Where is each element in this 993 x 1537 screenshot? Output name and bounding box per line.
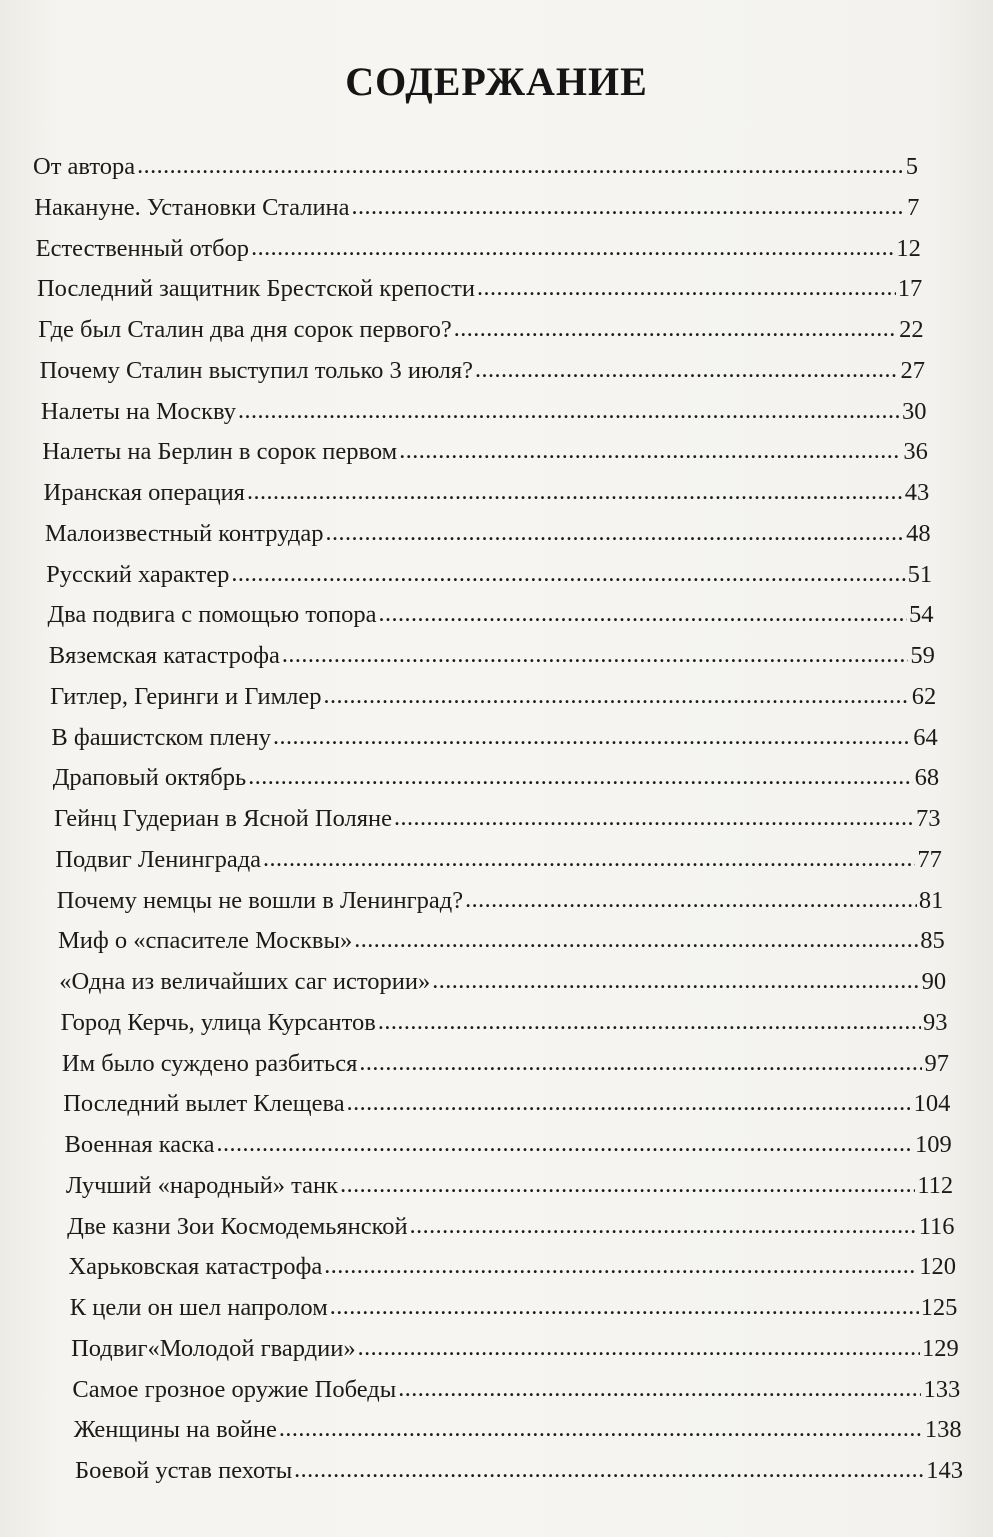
toc-entry xyxy=(75,1452,963,1486)
dot-leader xyxy=(394,804,914,834)
toc-entry-page-number: 73 xyxy=(916,805,941,832)
toc-entry xyxy=(58,922,945,956)
toc-entry xyxy=(34,189,919,223)
toc-entry xyxy=(37,270,922,304)
toc-entry-page-number: 30 xyxy=(901,397,927,425)
toc-entry-page-number: 81 xyxy=(918,886,944,914)
toc-entry-title: Налеты на Москву xyxy=(40,397,236,425)
toc-entry xyxy=(50,678,936,712)
toc-entry-page-number: 109 xyxy=(915,1131,952,1158)
dot-leader xyxy=(248,763,912,793)
toc-entry-title: Боевой устав пехоты xyxy=(75,1457,293,1484)
toc-entry-title: Последний защитник Брестской крепости xyxy=(36,275,475,303)
toc-entry-page-number: 143 xyxy=(926,1457,963,1484)
toc-entry xyxy=(38,311,923,345)
dot-leader xyxy=(354,926,918,956)
toc-entry-title: «Одна из величайших саг истории» xyxy=(59,968,431,995)
toc-entry-title: Гитлер, Геринги и Гимлер xyxy=(50,682,322,710)
toc-entry xyxy=(42,433,928,467)
toc-entry-page-number: 54 xyxy=(908,601,934,629)
toc-entry-page-number: 104 xyxy=(913,1090,951,1118)
toc-entry xyxy=(33,148,918,182)
toc-entry-title: Накануне. Установки Сталина xyxy=(34,193,350,221)
toc-entry-title: Последний вылет Клещева xyxy=(63,1090,345,1118)
dot-leader xyxy=(282,641,909,671)
toc-entry-title: В фашистском плену xyxy=(51,723,271,751)
toc-entry-title: Лучший «народный» танк xyxy=(65,1171,339,1199)
toc-entry-page-number: 7 xyxy=(907,193,920,221)
toc-entry xyxy=(36,230,921,264)
toc-entry xyxy=(54,800,941,834)
dot-leader xyxy=(477,274,896,304)
toc-entry-title: Харьковская катастрофа xyxy=(68,1253,323,1281)
toc-entry xyxy=(72,1371,960,1405)
toc-entry-page-number: 68 xyxy=(914,764,940,792)
toc-entry-page-number: 120 xyxy=(919,1253,956,1281)
page-title: СОДЕРЖАНИЕ xyxy=(345,59,648,104)
toc-entry-page-number: 112 xyxy=(917,1171,954,1199)
toc-entry-title: Иранская операция xyxy=(43,479,245,506)
dot-leader xyxy=(294,1456,924,1486)
toc-entry-title: Им было суждено разбиться xyxy=(61,1049,358,1077)
dot-leader xyxy=(231,560,905,590)
toc-entry-page-number: 22 xyxy=(899,316,924,343)
toc-entry-page-number: 36 xyxy=(903,438,928,466)
toc-entry-title: От автора xyxy=(33,153,136,180)
toc-entry-title: К цели он шел напролом xyxy=(69,1294,328,1321)
toc-entry-title: Русский характер xyxy=(46,560,230,588)
toc-entry-page-number: 17 xyxy=(897,275,923,303)
toc-entry-page-number: 125 xyxy=(920,1294,958,1321)
toc-entry xyxy=(47,596,933,630)
toc-entry-page-number: 62 xyxy=(911,682,937,710)
toc-entry-title: Драповый октябрь xyxy=(52,764,247,792)
toc-entry-title: Два подвига с помощью топора xyxy=(47,601,377,629)
toc-entry xyxy=(40,352,925,386)
dot-leader xyxy=(358,1334,920,1364)
toc-entry-title: Женщины на войне xyxy=(73,1416,277,1444)
dot-leader xyxy=(247,478,903,508)
dot-leader xyxy=(410,1212,917,1242)
dot-leader xyxy=(432,967,919,997)
toc-entry-page-number: 129 xyxy=(922,1334,959,1362)
toc-entry-page-number: 43 xyxy=(904,479,930,506)
toc-entry-title: Налеты на Берлин в сорок первом xyxy=(42,438,398,466)
dot-leader xyxy=(347,1089,912,1119)
dot-leader xyxy=(398,1375,921,1405)
toc-entry xyxy=(67,1208,954,1242)
toc-entry-page-number: 27 xyxy=(900,356,926,384)
dot-leader xyxy=(326,519,905,549)
toc-entry xyxy=(57,882,944,916)
toc-entry xyxy=(49,637,935,671)
toc-entry xyxy=(55,841,942,875)
dot-leader xyxy=(340,1171,915,1201)
toc-entry-page-number: 133 xyxy=(923,1375,961,1403)
toc-entry xyxy=(74,1411,962,1445)
dot-leader xyxy=(279,1415,923,1445)
toc-entry xyxy=(51,719,937,753)
toc-entry-title: Вяземская катастрофа xyxy=(48,642,280,669)
toc-entry xyxy=(61,1004,948,1038)
toc-entry xyxy=(71,1330,959,1364)
toc-entry-page-number: 138 xyxy=(924,1416,962,1444)
toc-entry-page-number: 5 xyxy=(905,153,918,180)
dot-leader xyxy=(359,1049,922,1079)
toc-entry xyxy=(70,1289,958,1323)
toc-entry-page-number: 77 xyxy=(917,845,942,873)
dot-leader xyxy=(378,1008,921,1038)
toc-entry-page-number: 85 xyxy=(920,927,945,955)
dot-leader xyxy=(273,723,911,753)
toc-entry-title: Город Керчь, улица Курсантов xyxy=(60,1008,376,1036)
dot-leader xyxy=(137,152,904,182)
dot-leader xyxy=(352,193,906,223)
dot-leader xyxy=(263,845,915,875)
toc-entry-page-number: 97 xyxy=(924,1049,949,1077)
dot-leader xyxy=(324,1252,917,1282)
toc-entry xyxy=(53,759,939,793)
dot-leader xyxy=(238,397,900,427)
toc-entry xyxy=(63,1085,950,1119)
toc-entry-title: Подвиг«Молодой гвардии» xyxy=(71,1334,356,1362)
toc-entry xyxy=(62,1045,949,1079)
dot-leader xyxy=(399,437,901,467)
toc-entry-page-number: 12 xyxy=(896,234,921,262)
dot-leader xyxy=(465,886,917,916)
toc-entry xyxy=(66,1167,953,1201)
toc-entry xyxy=(68,1248,956,1282)
toc-entry-title: Военная каска xyxy=(64,1131,215,1158)
toc-entry xyxy=(59,963,946,997)
toc-entry-title: Почему немцы не вошли в Ленинград? xyxy=(56,886,464,914)
toc-entry-page-number: 51 xyxy=(907,560,933,588)
toc-entry-page-number: 90 xyxy=(921,968,947,995)
toc-entry-title: Где был Сталин два дня сорок первого? xyxy=(38,316,452,343)
toc-entry-title: Гейнц Гудериан в Ясной Поляне xyxy=(54,805,392,832)
toc-entry xyxy=(45,515,931,549)
dot-leader xyxy=(454,315,897,345)
toc-entry-title: Малоизвестный контрудар xyxy=(44,519,324,547)
toc-entry xyxy=(41,393,927,427)
toc-entry-title: Подвиг Ленинграда xyxy=(55,845,262,873)
dot-leader xyxy=(323,682,909,712)
toc-entry-title: Естественный отбор xyxy=(35,234,250,262)
toc-entry-page-number: 64 xyxy=(913,723,938,751)
toc-entry xyxy=(46,556,932,590)
toc-entry-page-number: 59 xyxy=(910,642,935,669)
dot-leader xyxy=(216,1130,913,1160)
toc-entry-title: Почему Сталин выступил только 3 июля? xyxy=(39,356,474,384)
toc-entry-page-number: 93 xyxy=(923,1008,948,1036)
toc-entry-title: Самое грозное оружие Победы xyxy=(72,1375,397,1403)
dot-leader xyxy=(330,1293,919,1323)
toc-entry-page-number: 48 xyxy=(906,519,931,547)
toc-entry-title: Две казни Зои Космодемьянской xyxy=(67,1212,408,1240)
toc-entry xyxy=(44,474,930,508)
toc-entry-page-number: 116 xyxy=(918,1212,955,1240)
dot-leader xyxy=(251,234,894,264)
toc-entry xyxy=(65,1126,952,1160)
toc-entry-title: Миф о «спасителе Москвы» xyxy=(57,927,353,955)
dot-leader xyxy=(378,600,906,630)
dot-leader xyxy=(475,356,898,386)
